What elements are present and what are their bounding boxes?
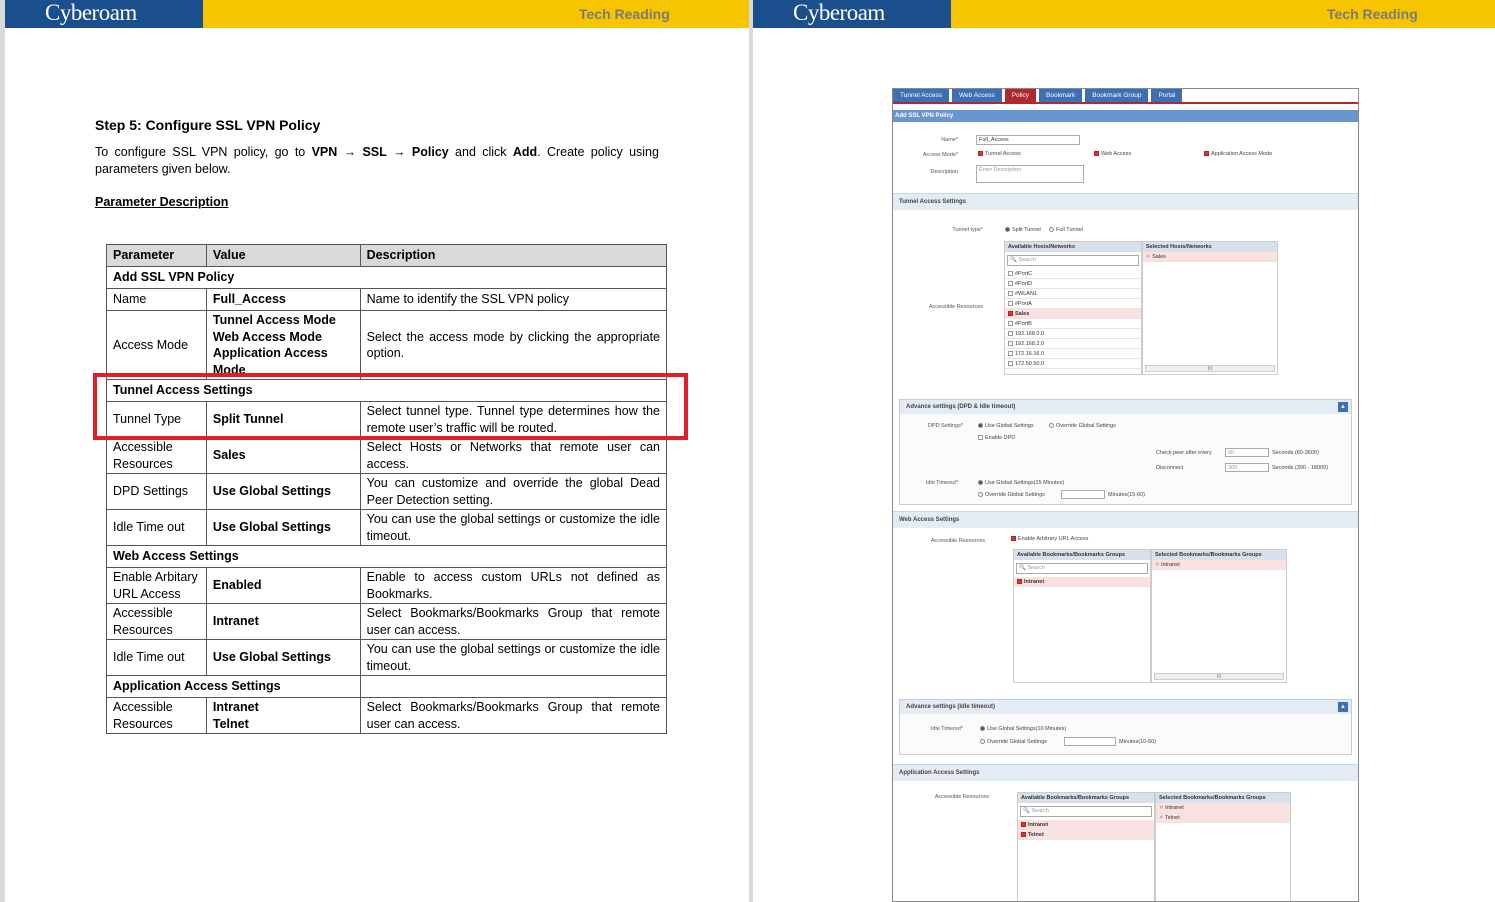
table-section-row xyxy=(107,676,667,698)
table-row xyxy=(107,640,667,676)
checkbox-icon xyxy=(1017,579,1022,584)
checkbox-icon xyxy=(978,151,983,156)
name-input[interactable]: Full_Access xyxy=(976,135,1080,145)
value-line: Intranet xyxy=(212,700,259,714)
collapse-icon[interactable]: ▲ xyxy=(1338,702,1348,712)
scroll-mark: III xyxy=(1207,366,1213,372)
list-item[interactable] xyxy=(1005,359,1141,369)
idle-minutes-input[interactable] xyxy=(1061,490,1105,499)
section-cell: Web Access Settings xyxy=(107,546,667,568)
host-label: 192.168.2.0 xyxy=(1015,341,1045,347)
host-label: #PortA xyxy=(1015,301,1032,307)
table-section-row xyxy=(107,546,667,568)
list-item[interactable] xyxy=(1005,319,1141,329)
tab-bookmark[interactable]: Bookmark xyxy=(1039,89,1082,102)
idle-global-radio[interactable] xyxy=(980,726,1066,732)
param-cell: Accessible Resources xyxy=(107,604,207,640)
idle-override-radio[interactable] xyxy=(980,739,1047,745)
dpd-override-radio[interactable] xyxy=(1049,423,1116,429)
available-hosts-panel xyxy=(1004,241,1142,375)
checkbox-icon xyxy=(1008,331,1013,336)
empty-cell xyxy=(360,676,666,698)
header-band-text: Tech Reading xyxy=(951,0,1495,28)
checkbox-icon xyxy=(1008,281,1013,286)
search-input[interactable]: 🔍 Search xyxy=(1007,255,1139,266)
param-cell: Name xyxy=(107,289,207,311)
radio-label: Override Global Settings xyxy=(985,492,1045,498)
section-title: Step 5: Configure SSL VPN Policy xyxy=(95,117,321,133)
value-cell xyxy=(206,698,360,734)
search-placeholder: Search xyxy=(1027,565,1045,571)
highlight-box xyxy=(93,373,688,440)
list-item[interactable] xyxy=(1005,349,1141,359)
radio-label: Use Global Settings(10 Minutes) xyxy=(987,726,1067,732)
description-cell: Select Bookmarks/Bookmarks Group that remote user can access. xyxy=(360,698,666,734)
search-input[interactable]: 🔍 Search xyxy=(1020,806,1152,817)
section-cell: Add SSL VPN Policy xyxy=(107,267,667,289)
host-label: 192.168.0.0 xyxy=(1015,331,1045,337)
list-item[interactable] xyxy=(1018,820,1154,830)
host-label: #PortD xyxy=(1015,281,1033,287)
bookmark-label: Intranet xyxy=(1165,805,1184,811)
disconnect-label: Disconnect xyxy=(1156,465,1184,471)
mode-label: Application Access Mode xyxy=(1211,151,1273,157)
value-cell: Use Global Settings xyxy=(206,640,360,676)
value-cell: Intranet xyxy=(206,604,360,640)
panel-header: Available Bookmarks/Bookmarks Groups xyxy=(1014,550,1150,560)
accessible-resources-label: Accessible Resources xyxy=(934,794,989,800)
value-line: Application Access Mode xyxy=(212,346,328,377)
value-cell: Split Tunnel xyxy=(206,402,360,438)
list-item[interactable] xyxy=(1005,299,1141,309)
panel-header: Available Hosts/Networks xyxy=(1005,242,1141,252)
checkbox-icon xyxy=(978,435,983,440)
scrollbar[interactable] xyxy=(1145,365,1275,372)
disconnect-unit: Seconds (300 - 18000) xyxy=(1272,465,1328,471)
tab-bookmark-group[interactable]: Bookmark Group xyxy=(1085,89,1148,102)
mode-label: Tunnel Access xyxy=(985,151,1021,157)
document-page-left xyxy=(5,0,749,902)
value-line: Tunnel Access Mode xyxy=(212,313,336,327)
host-label: #PortC xyxy=(1015,271,1033,277)
host-label: 172.50.50.0 xyxy=(1015,361,1045,367)
list-item[interactable] xyxy=(1005,329,1141,339)
column-header: Value xyxy=(206,245,360,267)
idle-minutes-input[interactable] xyxy=(1064,737,1116,746)
param-cell: Accessible Resources xyxy=(107,438,207,474)
tunnel-section-bar: Tunnel Access Settings xyxy=(893,193,1359,210)
radio-label: Override Global Settings xyxy=(1056,423,1116,429)
close-icon[interactable]: ✕ xyxy=(1146,254,1151,260)
param-cell: Access Mode xyxy=(107,311,207,380)
section-cell: Tunnel Access Settings xyxy=(107,380,667,402)
selected-bookmarks-panel xyxy=(1151,549,1287,683)
arrow-icon: → xyxy=(343,145,357,159)
idle-override-radio[interactable] xyxy=(978,492,1045,498)
table-row xyxy=(107,438,667,474)
description-cell: You can use the global settings or customize the idle timeout. xyxy=(360,640,666,676)
radio-icon xyxy=(1049,423,1054,428)
intro-text: and click xyxy=(448,145,513,159)
intro-text: To configure SSL VPN policy, go to xyxy=(95,145,312,159)
value-line: Telnet xyxy=(212,716,249,731)
column-header: Parameter xyxy=(107,245,207,267)
advance-title: Advance settings (Idle timeout) xyxy=(906,704,996,710)
idle-minutes-unit: Minutes(10-60) xyxy=(1119,739,1156,745)
close-icon[interactable]: ✕ xyxy=(1155,562,1160,568)
param-cell: Accessible Resources xyxy=(107,698,207,734)
list-item[interactable] xyxy=(1156,813,1290,823)
description-cell: Select the access mode by clicking the appropriate option. xyxy=(360,311,666,380)
enable-arbitrary-checkbox[interactable] xyxy=(1011,536,1088,542)
tab-bar xyxy=(893,89,1358,104)
value-cell: Enabled xyxy=(206,568,360,604)
checkbox-icon xyxy=(1008,341,1013,346)
split-tunnel-radio[interactable] xyxy=(1005,227,1041,233)
host-label: Sales xyxy=(1015,311,1030,317)
checkbox-icon xyxy=(1008,291,1013,296)
bookmark-label: Telnet xyxy=(1165,815,1180,821)
app-selected-bookmarks-panel xyxy=(1155,792,1291,902)
search-placeholder: Search xyxy=(1031,808,1049,814)
accessible-resources-label: Accessible Resources xyxy=(930,538,985,544)
table-header-row xyxy=(107,245,667,267)
radio-label: Split Tunnel xyxy=(1012,227,1041,233)
nav-vpn: VPN xyxy=(311,145,338,159)
description-cell: Select tunnel type. Tunnel type determines how the remote user’s traffic will be routed. xyxy=(360,402,666,438)
radio-icon xyxy=(1005,227,1010,232)
checkbox-label: Enable DPD xyxy=(985,435,1016,441)
tunnel-type-label: Tunnel type* xyxy=(952,227,983,233)
mode-web[interactable] xyxy=(1094,151,1131,157)
param-cell: Tunnel Type xyxy=(107,402,207,438)
description-label: Description xyxy=(930,169,958,175)
check-peer-label: Check peer after every xyxy=(1156,450,1212,456)
param-cell: Enable Arbitary URL Access xyxy=(107,568,207,604)
mode-label: Web Access xyxy=(1101,151,1132,157)
search-placeholder: Search xyxy=(1018,257,1036,263)
nav-add: Add xyxy=(512,145,538,159)
scroll-mark: III xyxy=(1216,674,1222,680)
arrow-icon: → xyxy=(393,145,406,159)
idle-timeout-label: Idle Timeout* xyxy=(930,726,963,732)
table-row xyxy=(107,510,667,546)
radio-icon xyxy=(978,492,983,497)
advance-settings-idle xyxy=(899,699,1352,755)
radio-icon xyxy=(1049,227,1054,232)
app-available-bookmarks-panel xyxy=(1017,792,1155,902)
list-item[interactable] xyxy=(1152,560,1286,570)
app-section-bar: Application Access Settings xyxy=(893,764,1359,781)
param-cell: DPD Settings xyxy=(107,474,207,510)
list-item[interactable] xyxy=(1143,252,1277,262)
host-label: 172.16.16.0 xyxy=(1015,351,1045,357)
advance-settings-dpd xyxy=(899,399,1352,505)
list-item[interactable] xyxy=(1156,803,1290,813)
document-page-right xyxy=(753,0,1495,902)
value-cell xyxy=(206,311,360,380)
tab-web-access[interactable]: Web Access xyxy=(952,89,1002,102)
page-header xyxy=(5,0,749,28)
checkbox-icon xyxy=(1021,832,1026,837)
search-input[interactable]: 🔍 Search xyxy=(1016,563,1148,574)
ui-screenshot xyxy=(892,88,1359,902)
radio-icon xyxy=(978,423,983,428)
enable-dpd-checkbox[interactable] xyxy=(978,435,1015,441)
check-peer-input[interactable]: 60 xyxy=(1225,448,1269,457)
checkbox-icon xyxy=(1008,361,1013,366)
param-cell: Idle Time out xyxy=(107,640,207,676)
form-title: Add SSL VPN Policy xyxy=(893,110,1358,122)
scrollbar[interactable] xyxy=(1154,673,1284,680)
description-cell: Select Hosts or Networks that remote user can access. xyxy=(360,438,666,474)
tab-policy[interactable]: Policy xyxy=(1005,89,1036,102)
radio-icon xyxy=(980,739,985,744)
description-cell: Select Bookmarks/Bookmarks Group that remote user can access. xyxy=(360,604,666,640)
parameter-description-heading: Parameter Description xyxy=(95,195,229,209)
radio-label: Use Global Settings(15 Minutes) xyxy=(985,480,1065,486)
dpd-label: DPD Settings* xyxy=(927,423,963,429)
advance-title: Advance settings (DPD & Idle timeout) xyxy=(906,404,1016,410)
check-peer-unit: Seconds (60-3600) xyxy=(1272,450,1319,456)
radio-icon xyxy=(980,726,985,731)
dpd-global-radio[interactable] xyxy=(978,423,1034,429)
mode-tunnel[interactable] xyxy=(978,151,1021,157)
bookmark-label: Intranet xyxy=(1161,562,1180,568)
close-icon[interactable]: ✕ xyxy=(1159,815,1164,821)
panel-header: Selected Bookmarks/Bookmarks Groups xyxy=(1156,793,1290,803)
checkbox-label: Enable Arbitrary URL Access xyxy=(1018,536,1089,542)
table-row xyxy=(107,698,667,734)
checkbox-icon xyxy=(1204,151,1209,156)
accessible-resources-label: Accessible Resources xyxy=(928,304,983,310)
intro-text: . Create policy using parameters given below. xyxy=(95,145,659,176)
section-cell: Application Access Settings xyxy=(107,676,361,698)
value-line: Web Access Mode xyxy=(212,329,322,344)
web-section-bar: Web Access Settings xyxy=(893,511,1359,528)
table-row xyxy=(107,604,667,640)
selected-host-label: Sales xyxy=(1152,254,1166,260)
list-item[interactable] xyxy=(1005,309,1141,319)
parameter-table xyxy=(106,244,667,734)
panel-header: Selected Hosts/Networks xyxy=(1143,242,1277,252)
description-cell: You can customize and override the global Dead Peer Detection setting. xyxy=(360,474,666,510)
cyberoam-logo: Cyberoam xyxy=(5,0,203,28)
radio-icon xyxy=(978,480,983,485)
host-label: #PortB xyxy=(1015,321,1032,327)
nav-ssl: SSL xyxy=(362,145,387,159)
list-item[interactable] xyxy=(1018,830,1154,840)
idle-timeout-label: Idle Timeout* xyxy=(925,480,958,486)
bookmark-label: Intranet xyxy=(1024,579,1045,585)
idle-minutes-unit: Minutes(15-60) xyxy=(1108,492,1145,498)
column-header: Description xyxy=(360,245,666,267)
panel-header: Available Bookmarks/Bookmarks Groups xyxy=(1018,793,1154,803)
checkbox-icon xyxy=(1094,151,1099,156)
checkbox-icon xyxy=(1011,536,1016,541)
description-cell: Enable to access custom URLs not defined as Bookmarks. xyxy=(360,568,666,604)
radio-label: Full Tunnel xyxy=(1056,227,1083,233)
list-item[interactable] xyxy=(1005,279,1141,289)
description-cell: You can use the global settings or customize the idle timeout. xyxy=(360,510,666,546)
mode-application[interactable] xyxy=(1204,151,1272,157)
description-input[interactable]: Enter Description xyxy=(976,165,1084,183)
bookmark-label: Telnet xyxy=(1028,832,1044,838)
checkbox-icon xyxy=(1008,271,1013,276)
radio-label: Use Global Settings xyxy=(985,423,1034,429)
checkbox-icon xyxy=(1008,321,1013,326)
param-cell: Idle Time out xyxy=(107,510,207,546)
advance-header xyxy=(900,700,1351,714)
page-header xyxy=(753,0,1495,28)
list-item[interactable] xyxy=(1005,269,1141,279)
checkbox-icon xyxy=(1021,822,1026,827)
access-mode-label: Access Mode* xyxy=(922,152,958,158)
checkbox-icon xyxy=(1008,301,1013,306)
description-cell: Name to identify the SSL VPN policy xyxy=(360,289,666,311)
close-icon[interactable]: ✕ xyxy=(1159,805,1164,811)
collapse-icon[interactable]: ▲ xyxy=(1338,402,1348,412)
table-row xyxy=(107,474,667,510)
checkbox-icon xyxy=(1008,351,1013,356)
checkbox-icon xyxy=(1008,311,1013,316)
list-item[interactable] xyxy=(1014,577,1150,587)
host-label: #WLAN1 xyxy=(1015,291,1038,297)
idle-global-radio[interactable] xyxy=(978,480,1064,486)
tab-tunnel-access[interactable]: Tunnel Access xyxy=(893,89,949,102)
value-cell: Use Global Settings xyxy=(206,510,360,546)
nav-policy: Policy xyxy=(411,145,449,159)
list-item[interactable] xyxy=(1005,339,1141,349)
bookmark-label: Intranet xyxy=(1028,822,1049,828)
advance-header xyxy=(900,400,1351,414)
table-row xyxy=(107,311,667,380)
radio-label: Override Global Settings xyxy=(987,739,1047,745)
name-label: Name* xyxy=(941,137,958,143)
value-cell: Sales xyxy=(206,438,360,474)
intro-paragraph xyxy=(95,144,659,178)
table-row xyxy=(107,568,667,604)
selected-hosts-panel xyxy=(1142,241,1278,375)
tab-portal[interactable]: Portal xyxy=(1151,89,1182,102)
panel-header: Selected Bookmarks/Bookmarks Groups xyxy=(1152,550,1286,560)
full-tunnel-radio[interactable] xyxy=(1049,227,1083,233)
header-band-text: Tech Reading xyxy=(203,0,749,28)
list-item[interactable] xyxy=(1005,289,1141,299)
value-cell: Use Global Settings xyxy=(206,474,360,510)
available-bookmarks-panel xyxy=(1013,549,1151,683)
cyberoam-logo: Cyberoam xyxy=(753,0,951,28)
disconnect-input[interactable]: 300 xyxy=(1225,463,1269,472)
table-row xyxy=(107,289,667,311)
value-cell: Full_Access xyxy=(206,289,360,311)
table-section-row xyxy=(107,267,667,289)
